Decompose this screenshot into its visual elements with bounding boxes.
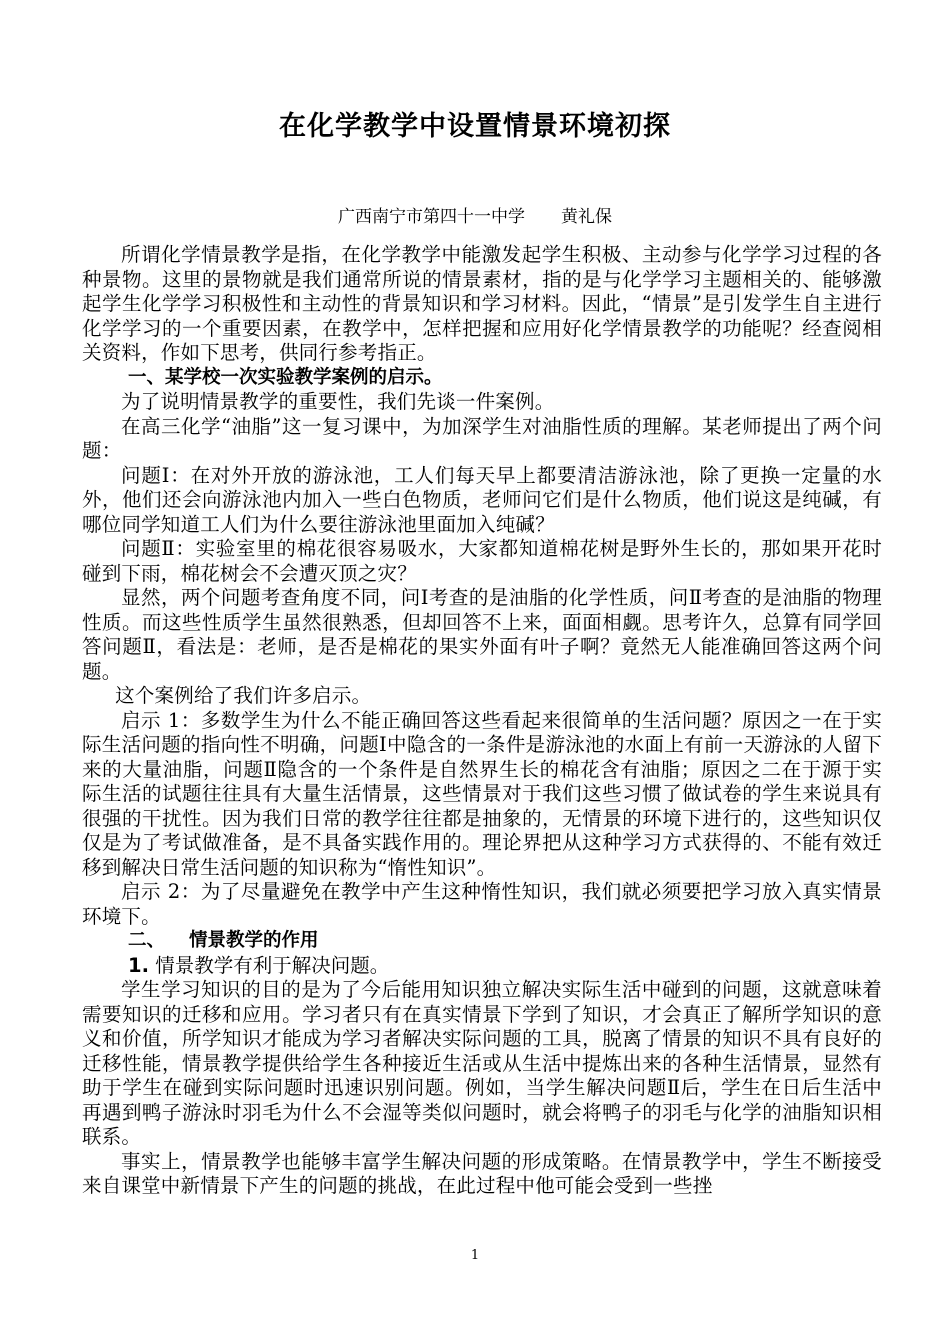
byline	[0, 202, 950, 227]
question-2-paragraph: 问题Ⅱ：实验室里的棉花很容易吸水，大家都知道棉花树是野外生长的，那如果开花时碰到下雨，棉花树会不会遭灭顶之灾？	[82, 537, 882, 585]
question-1-paragraph: 问题Ⅰ：在对外开放的游泳池，工人们每天早上都要清洁游泳池，除了更换一定量的水外，他们还会向游泳池内加入一些白色物质，老师问它们是什么物质，他们说这是纯碱，有哪位同学知道工人们为什么要往游泳池里面加入纯碱？	[82, 463, 882, 536]
paragraph: 事实上，情景教学也能够丰富学生解决问题的形成策略。在情景教学中，学生不断接受来自课堂中新情景下产生的问题的挑战，在此过程中他可能会受到一些挫	[82, 1149, 882, 1197]
document-title: 在化学教学中设置情景环境初探	[279, 111, 671, 142]
insight-1-paragraph: 启示 1：多数学生为什么不能正确回答这些看起来很简单的生活问题？原因之一在于实际生活问题的指向性不明确，问题Ⅰ中隐含的一条件是游泳池的水面上有前一天游泳的人留下来的大量油脂，问题Ⅱ隐含的一个条件是自然界生长的棉花含有油脂；原因之二在于源于实际生活的试题往往具有大量生活情景，这些情景对于我们这些习惯了做试卷的学生来说具有很强的干扰性。因为我们日常的教学往往都是抽象的，无情景的环境下进行的，这些知识仅仅是为了考试做准备，是不具备实践作用的。理论界把从这种学习方式获得的、不能有效迁移到解决日常生活问题的知识称为“惰性知识”。	[82, 708, 882, 879]
paragraph: 在高三化学“油脂”这一复习课中，为加深学生对油脂性质的理解。某老师提出了两个问题：	[82, 414, 882, 462]
section-heading-2	[82, 929, 882, 954]
section-heading-2-text: 情景教学的作用	[189, 930, 319, 951]
subheading-text: 情景教学有利于解决问题。	[155, 953, 390, 977]
document-body	[82, 243, 882, 1199]
subheading-number: 1.	[128, 953, 149, 977]
author-name: 黄礼保	[561, 207, 612, 227]
paragraph: 学生学习知识的目的是为了今后能用知识独立解决实际生活中碰到的问题，这就意味着需要知识的迁移和应用。学习者只有在真实情景下学到了知识，才会真正了解所学知识的意义和价值，所学知识才能成为学习者解决实际问题的工具，脱离了情景的知识不具有良好的迁移性能，情景教学提供给学生各种接近生活或从生活中提炼出来的各种生活情景，显然有助于学生在碰到实际问题时迅速识别问题。例如，当学生解决问题Ⅱ后，学生在日后生活中再遇到鸭子游泳时羽毛为什么不会湿等类似问题时，就会将鸭子的羽毛与化学的油脂知识相联系。	[82, 978, 882, 1148]
section-heading-2-number: 二、	[128, 930, 166, 951]
subheading-2-1	[82, 954, 882, 979]
paragraph: 这个案例给了我们许多启示。	[115, 684, 372, 707]
page-number: 1	[470, 1248, 480, 1263]
section-heading-1: 一、某学校一次实验教学案例的启示。	[128, 366, 443, 388]
author-school: 广西南宁市第四十一中学	[338, 207, 525, 227]
paragraph: 显然，两个问题考查角度不同，问Ⅰ考查的是油脂的化学性质，问Ⅱ考查的是油脂的物理性质。而这些性质学生虽然很熟悉，但却回答不上来，面面相觑。思考许久，总算有同学回答问题Ⅱ，看法是：老师，是否是棉花的果实外面有叶子啊？竟然无人能准确回答这两个问题。	[82, 586, 882, 683]
paragraph: 为了说明情景教学的重要性，我们先谈一件案例。	[121, 390, 555, 413]
intro-paragraph: 所谓化学情景教学是指，在化学教学中能激发起学生积极、主动参与化学学习过程的各种景物。这里的景物就是我们通常所说的情景素材，指的是与化学学习主题相关的、能够激起学生化学学习积极性和主动性的背景知识和学习材料。因此，“情景”是引发学生自主进行化学学习的一个重要因素，在教学中，怎样把握和应用好化学情景教学的功能呢？经查阅相关资料，作如下思考，供同行参考指正。	[82, 243, 882, 364]
insight-2-paragraph: 启示 2：为了尽量避免在教学中产生这种惰性知识，我们就必须要把学习放入真实情景环境下。	[82, 880, 882, 928]
